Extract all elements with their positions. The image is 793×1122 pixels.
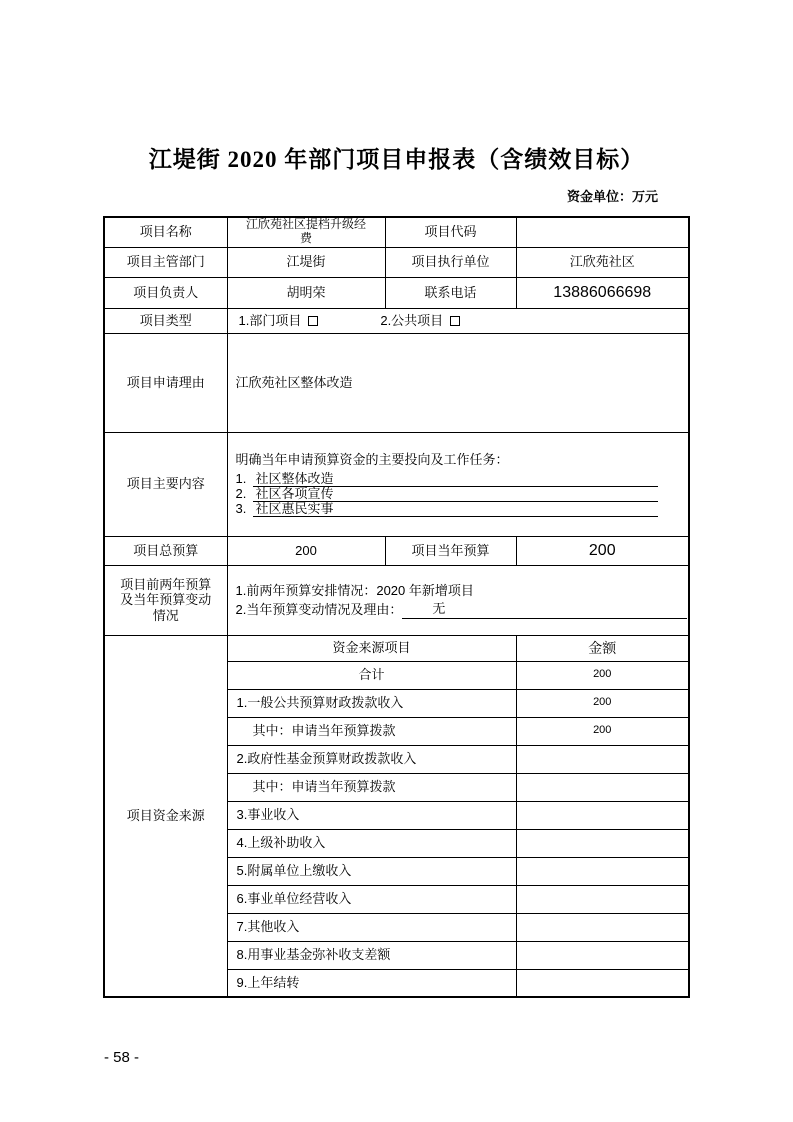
project-application-table xyxy=(103,216,690,998)
type-option-1-text: 1.部门项目 xyxy=(238,312,302,328)
fund-unit-note: 资金单位：万元 xyxy=(566,189,658,204)
table-row xyxy=(104,247,689,277)
funding-amount-cell xyxy=(516,773,689,801)
funding-item-cell: 其中：申请当年预算拨款 xyxy=(227,773,516,801)
project-type-cell xyxy=(227,308,689,333)
history-label: 项目前两年预算及当年预算变动情况 xyxy=(104,565,227,635)
year-budget-label: 项目当年预算 xyxy=(385,536,516,565)
dept-label: 项目主管部门 xyxy=(104,247,227,277)
funding-item-cell: 合计 xyxy=(227,661,516,689)
page-number: - 58 - xyxy=(104,1049,140,1066)
underlined-entry xyxy=(402,600,687,619)
table-row xyxy=(104,565,689,635)
funding-source-label: 项目资金来源 xyxy=(104,635,227,997)
funding-amount-cell: 200 xyxy=(516,689,689,717)
year-budget-value: 200 xyxy=(516,536,689,565)
history-line2-prefix: 2.当年预算变动情况及理由： xyxy=(235,601,403,617)
funding-amount-cell xyxy=(516,801,689,829)
main-content-item xyxy=(236,502,658,517)
table-row xyxy=(104,277,689,308)
item-number: 1. xyxy=(235,470,247,486)
underlined-entry xyxy=(253,472,658,487)
exec-unit-label: 项目执行单位 xyxy=(385,247,516,277)
table-row xyxy=(104,217,689,247)
table-row xyxy=(104,333,689,432)
funding-amount-cell xyxy=(516,829,689,857)
total-budget-value: 200 xyxy=(227,536,385,565)
reason-value: 江欣苑社区整体改造 xyxy=(227,333,689,432)
project-type-label: 项目类型 xyxy=(104,308,227,333)
funding-amount-cell: 200 xyxy=(516,717,689,745)
main-content-cell xyxy=(227,432,689,536)
funding-item-cell: 3.事业收入 xyxy=(227,801,516,829)
project-name-value: 江欣苑社区提档升级经费 xyxy=(227,217,385,247)
funding-amount-cell xyxy=(516,913,689,941)
main-content-label: 项目主要内容 xyxy=(104,432,227,536)
page-title: 江堤街 2020 年部门项目申报表（含绩效目标） xyxy=(148,147,645,172)
underlined-entry xyxy=(253,487,658,502)
history-line2-value: 无 xyxy=(432,600,446,616)
reason-label: 项目申请理由 xyxy=(104,333,227,432)
exec-unit-value: 江欣苑社区 xyxy=(516,247,689,277)
funding-amount-cell xyxy=(516,941,689,969)
leader-label: 项目负责人 xyxy=(104,277,227,308)
table-row xyxy=(104,432,689,536)
funding-item-cell: 1.一般公共预算财政拨款收入 xyxy=(227,689,516,717)
type-option-1 xyxy=(239,313,319,329)
main-content-item xyxy=(236,472,658,487)
underlined-entry xyxy=(253,502,658,517)
history-line1: 1.前两年预算安排情况：2020 年新增项目 xyxy=(235,582,474,598)
item-text: 社区惠民实事 xyxy=(255,500,334,516)
history-line2 xyxy=(236,600,689,619)
funding-amount-cell: 200 xyxy=(516,661,689,689)
phone-value: 13886066698 xyxy=(516,277,689,308)
funding-col-amount-header: 金额 xyxy=(516,635,689,661)
funding-amount-cell xyxy=(516,885,689,913)
funding-item-cell: 9.上年结转 xyxy=(227,969,516,997)
project-name-label: 项目名称 xyxy=(104,217,227,247)
type-option-2 xyxy=(380,313,460,329)
funding-item-cell: 7.其他收入 xyxy=(227,913,516,941)
item-number: 3. xyxy=(235,500,247,516)
total-budget-label: 项目总预算 xyxy=(104,536,227,565)
funding-item-cell: 6.事业单位经营收入 xyxy=(227,885,516,913)
item-number: 2. xyxy=(235,485,247,501)
funding-amount-cell xyxy=(516,745,689,773)
dept-value: 江堤街 xyxy=(227,247,385,277)
item-text: 社区各项宣传 xyxy=(255,485,334,501)
item-text: 社区整体改造 xyxy=(255,470,334,486)
funding-item-cell: 4.上级补助收入 xyxy=(227,829,516,857)
table-row xyxy=(104,308,689,333)
table-row xyxy=(104,536,689,565)
project-code-label: 项目代码 xyxy=(385,217,516,247)
type-option-2-text: 2.公共项目 xyxy=(380,312,444,328)
empty-checkbox-icon xyxy=(450,316,460,326)
empty-checkbox-icon xyxy=(308,316,318,326)
phone-label: 联系电话 xyxy=(385,277,516,308)
main-content-item xyxy=(236,487,658,502)
main-content-intro: 明确当年申请预算资金的主要投向及工作任务： xyxy=(235,451,509,467)
funding-header-row xyxy=(104,635,689,661)
funding-amount-cell xyxy=(516,969,689,997)
leader-value: 胡明荣 xyxy=(227,277,385,308)
funding-item-cell: 2.政府性基金预算财政拨款收入 xyxy=(227,745,516,773)
history-cell xyxy=(227,565,689,635)
funding-item-cell: 8.用事业基金弥补收支差额 xyxy=(227,941,516,969)
funding-item-cell: 5.附属单位上缴收入 xyxy=(227,857,516,885)
project-code-value xyxy=(516,217,689,247)
funding-amount-cell xyxy=(516,857,689,885)
funding-col-item-header: 资金来源项目 xyxy=(227,635,516,661)
funding-item-cell: 其中：申请当年预算拨款 xyxy=(227,717,516,745)
